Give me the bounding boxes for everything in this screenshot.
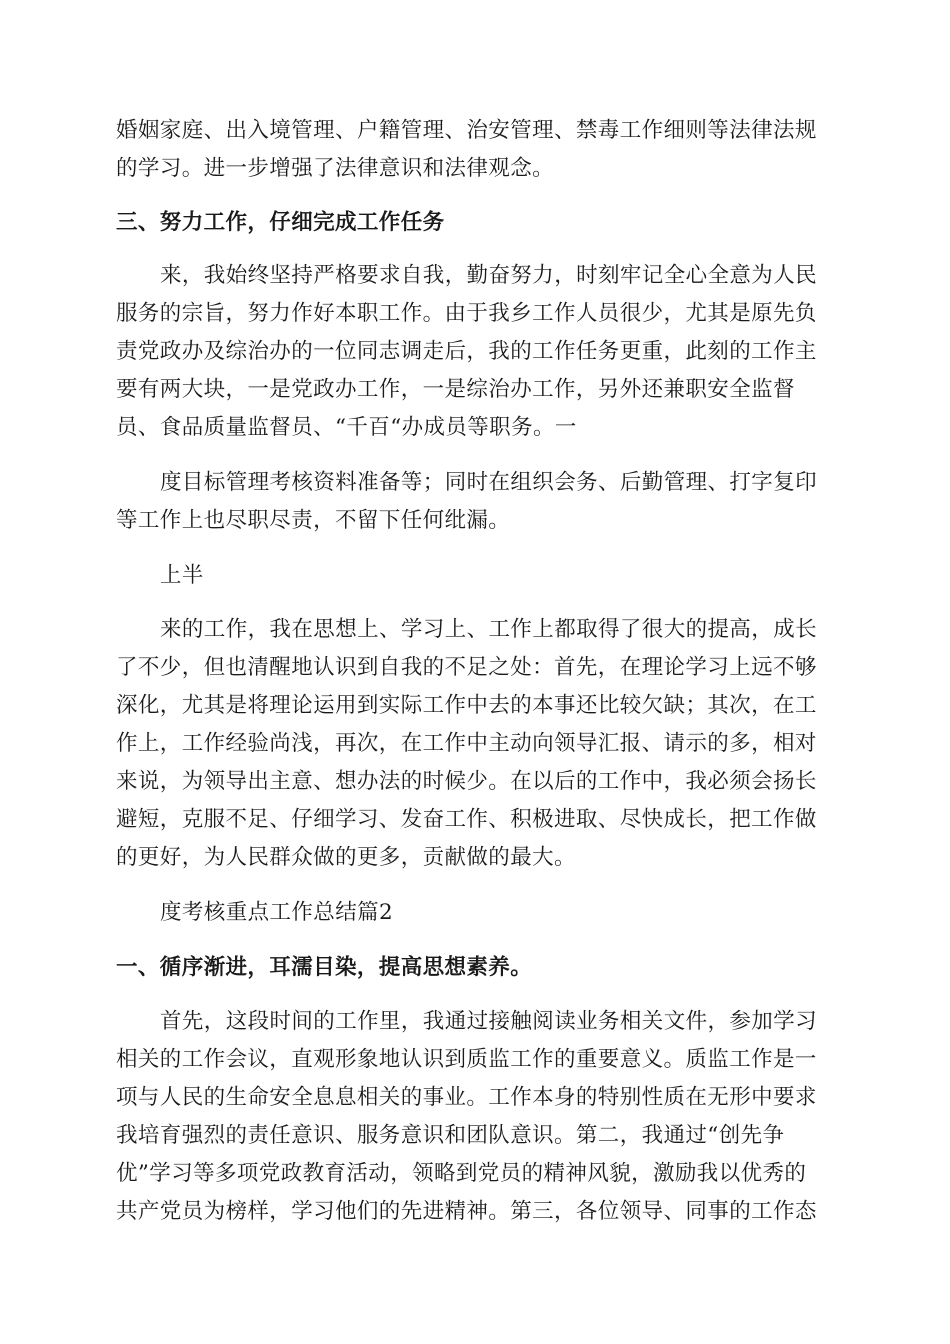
paragraph-line: 来说，为领导出主意、想办法的时候少。在以后的工作中，我必须会扬长 <box>116 769 817 794</box>
paragraph-line: 优”学习等多项党政教育活动，领略到党员的精神风貌，激励我以优秀的 <box>116 1161 807 1186</box>
paragraph-line: 避短，克服不足、仔细学习、发奋工作、积极进取、尽快成长，把工作做 <box>116 807 817 832</box>
paragraph-line: 婚姻家庭、出入境管理、户籍管理、治安管理、禁毒工作细则等法律法规 <box>116 118 817 143</box>
paragraph-line: 作上，工作经验尚浅，再次，在工作中主动向领导汇报、请示的多，相对 <box>116 731 817 756</box>
paragraph-line: 度目标管理考核资料准备等；同时在组织会务、后勤管理、打字复印 <box>160 470 818 495</box>
paragraph-line: 了不少，但也清醒地认识到自我的不足之处：首先，在理论学习上远不够 <box>116 655 817 680</box>
paragraph-line: 我培育强烈的责任意识、服务意识和团队意识。第二，我通过“创先争 <box>116 1123 785 1148</box>
paragraph-line: 度考核重点工作总结篇2 <box>160 900 394 925</box>
paragraph-line: 深化，尤其是将理论运用到实际工作中去的本事还比较欠缺；其次，在工 <box>116 693 817 718</box>
paragraph-line: 共产党员为榜样，学习他们的先进精神。第三，各位领导、同事的工作态 <box>116 1199 817 1224</box>
section-heading: 一、循序渐进，耳濡目染，提高思想素养。 <box>116 955 533 980</box>
paragraph-line: 责党政办及综治办的一位同志调走后，我的工作任务更重，此刻的工作主 <box>116 339 817 364</box>
paragraph-line: 服务的宗旨，努力作好本职工作。由于我乡工作人员很少，尤其是原先负 <box>116 301 817 326</box>
section-heading: 三、努力工作，仔细完成工作任务 <box>116 210 445 235</box>
paragraph-line: 来，我始终坚持严格要求自我，勤奋努力，时刻牢记全心全意为人民 <box>160 263 818 288</box>
paragraph-line: 首先，这段时间的工作里，我通过接触阅读业务相关文件，参加学习 <box>160 1009 818 1034</box>
paragraph-line: 来的工作，我在思想上、学习上、工作上都取得了很大的提高，成长 <box>160 617 818 642</box>
paragraph-line: 的更好，为人民群众做的更多，贡献做的最大。 <box>116 845 576 870</box>
paragraph-line: 要有两大块，一是党政办工作，一是综治办工作，另外还兼职安全监督 <box>116 377 795 402</box>
paragraph-line: 上半 <box>160 563 204 588</box>
paragraph-line: 项与人民的生命安全息息相关的事业。工作本身的特别性质在无形中要求 <box>116 1085 817 1110</box>
paragraph-line: 的学习。进一步增强了法律意识和法律观念。 <box>116 156 555 181</box>
paragraph-line: 员、食品质量监督员、“千百“办成员等职务。一 <box>116 415 577 440</box>
paragraph-line: 相关的工作会议，直观形象地认识到质监工作的重要意义。质监工作是一 <box>116 1047 817 1072</box>
paragraph-line: 等工作上也尽职尽责，不留下任何纰漏。 <box>116 508 511 533</box>
